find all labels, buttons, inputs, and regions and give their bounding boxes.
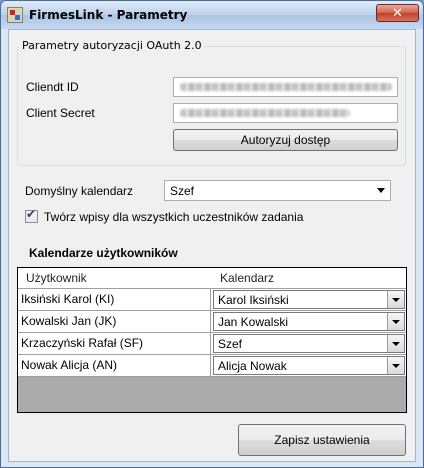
- chevron-down-icon[interactable]: [387, 335, 404, 352]
- column-header-calendar[interactable]: Kalendarz: [220, 271, 275, 285]
- client-id-label: Cliendt ID: [26, 80, 79, 94]
- column-header-user[interactable]: Użytkownik: [26, 271, 87, 285]
- chevron-down-icon[interactable]: [387, 313, 404, 330]
- user-name-cell: Nowak Alicja (AN): [18, 355, 211, 376]
- chevron-down-icon[interactable]: [387, 357, 404, 374]
- calendar-select-value: Szef: [218, 337, 243, 351]
- calendar-select-value: Alicja Nowak: [218, 359, 287, 373]
- client-secret-label: Client Secret: [26, 106, 95, 120]
- checkmark-icon: ✔: [26, 207, 37, 221]
- chevron-down-icon[interactable]: [387, 291, 404, 308]
- user-calendars-grid[interactable]: [17, 267, 407, 413]
- calendar-select[interactable]: [213, 312, 405, 331]
- app-icon: [7, 7, 23, 23]
- calendar-select-value: Jan Kowalski: [218, 315, 289, 329]
- calendar-select[interactable]: [213, 356, 405, 375]
- user-calendars-title: Kalendarze użytkowników: [29, 246, 178, 260]
- default-calendar-select[interactable]: [164, 180, 391, 201]
- close-button[interactable]: ✕: [376, 4, 419, 22]
- calendar-select[interactable]: [213, 334, 405, 353]
- create-entries-checkbox[interactable]: [25, 207, 38, 223]
- chevron-down-icon: [377, 188, 385, 193]
- table-row[interactable]: [18, 311, 406, 333]
- default-calendar-label: Domyślny kalendarz: [25, 184, 134, 198]
- save-settings-button[interactable]: Zapisz ustawienia: [238, 424, 406, 456]
- oauth-groupbox: [17, 46, 406, 166]
- client-secret-field[interactable]: [173, 103, 398, 123]
- client-secret-blurred-value: [180, 109, 350, 117]
- window-title: FirmesLink - Parametry: [29, 8, 188, 22]
- user-name-cell: Krzaczyński Rafał (SF): [18, 333, 211, 354]
- user-name-cell: Kowalski Jan (JK): [18, 311, 211, 332]
- table-row[interactable]: [18, 355, 406, 377]
- title-bar[interactable]: [1, 1, 423, 29]
- calendar-select-value: Karol Iksiński: [218, 293, 289, 307]
- grid-header: [18, 268, 406, 289]
- client-id-blurred-value: [180, 83, 392, 91]
- oauth-group-title: Parametry autoryzacji OAuth 2.0: [22, 39, 202, 52]
- authorize-button[interactable]: Autoryzuj dostęp: [173, 129, 398, 151]
- dialog-body: [8, 29, 416, 462]
- client-id-field[interactable]: [173, 77, 398, 97]
- table-row[interactable]: [18, 333, 406, 355]
- default-calendar-value: Szef: [170, 184, 195, 198]
- create-entries-label[interactable]: Twórz wpisy dla wszystkich uczestników zadania: [44, 210, 304, 224]
- table-row[interactable]: [18, 289, 406, 311]
- user-name-cell: Iksiński Karol (KI): [18, 289, 211, 310]
- calendar-select[interactable]: [213, 290, 405, 309]
